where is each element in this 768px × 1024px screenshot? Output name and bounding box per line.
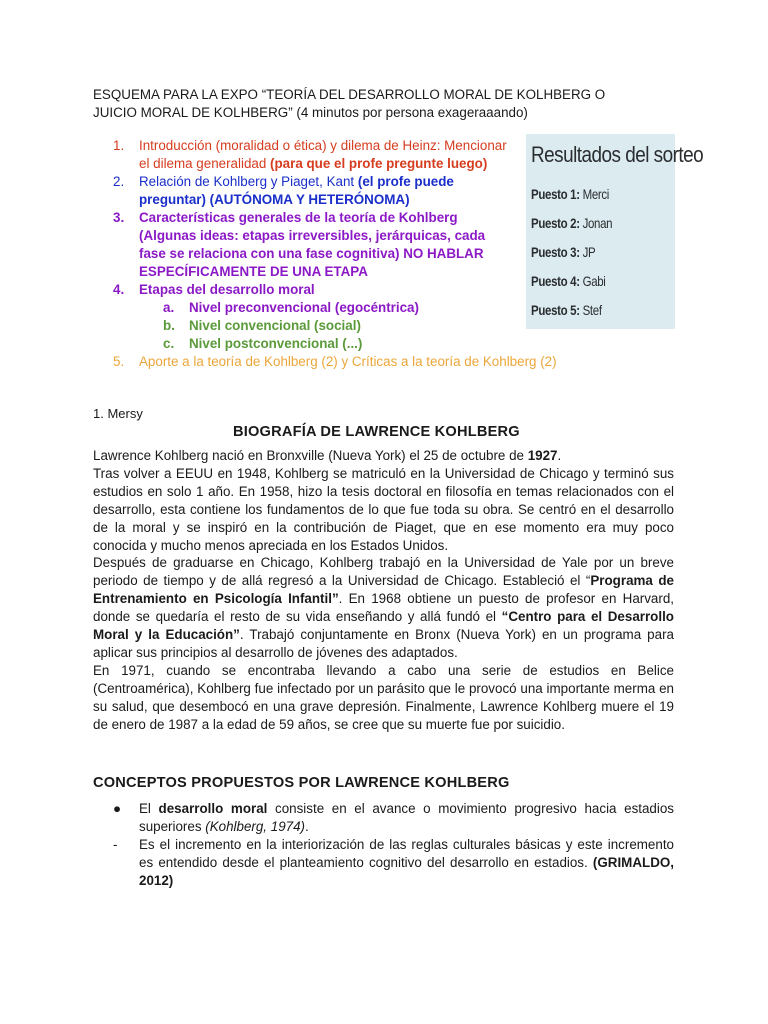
lottery-name: Jonan [579,215,613,231]
outline-subitem-text: Nivel postconvencional (...) [189,336,363,351]
bold-run: Programa de Entrenamiento en Psicología Infantil” [93,573,674,607]
lottery-label: Puesto 4: [531,273,580,289]
lottery-label: Puesto 2: [531,215,580,231]
bold-run: desarrollo moral [158,801,268,816]
outline-bold-text: (el profe puede preguntar) (AUTÓNOMA Y HETERÓNOMA) [139,174,454,207]
outline-subitem-c [163,335,513,353]
lottery-results-image [526,134,704,329]
italic-run: (Kohlberg, 1974) [205,818,305,834]
paragraph: En 1971, cuando se encontraba llevando a cabo una serie de estudios en Belice (Centroamérica), Kohlberg fue infectado por un parásito que le provocó una importante merma en su salud, que desembocó en una grave depresión. Finalmente, Lawrence Kohlberg muere el 19 de enero de 1987 a la edad de 59 años, se cree que su muerte fue por suicidio. [93,662,674,732]
outline-subitem-b [163,317,513,335]
lottery-row [531,186,609,202]
outline-letter: b. [163,318,175,333]
outline-item-3 [113,209,513,281]
lottery-name: Merci [579,186,610,202]
text-run: consiste en el avance o movimiento progresivo hacia estadios superiores [139,801,674,834]
outline-bold-text: Etapas del desarrollo moral [139,282,315,297]
text-run: El [139,801,159,816]
paragraph: Tras volver a EEUU en 1948, Kohlberg se matriculó en la Universidad de Chicago y terminó sus estudios en solo 1 año. En 1958, hizo la tesis doctoral en filosofía en temas relacionados con el desarrollo, esta contiene los fundamentos de lo que fue toda su obra. Se centró en el desarrollo de la moral y se inspiró en la contribución de Piaget, que en ese momento era muy poco conocida y mucho menos apreciada en los Estados Unidos. [93,465,674,553]
outline-text: Introducción (moralidad o ética) y dilema de Heinz: Mencionar el dilema generalidad [139,138,507,171]
lottery-title: Resultados del sorteo [531,142,704,167]
outline-subitem-text: Nivel convencional (social) [189,318,361,333]
outline-text: Relación de Kohlberg y Piaget, Kant [139,174,358,189]
lottery-row [531,302,602,318]
concept-item [113,800,674,836]
concepts-list [113,800,674,890]
title-line-2: JUICIO MORAL DE KOLHBERG” (4 minutos por persona exageraaando) [93,105,528,120]
outline-item-5 [113,353,619,371]
text-run: . [305,818,309,834]
outline-letter: a. [163,300,175,315]
text-run: Después de graduarse en Chicago, Kohlberg trabajó en la Universidad de Yale por un breve periodo de tiempo y de allá regresó a la Universidad de Chicago. Estableció el “ [93,555,674,589]
outline-item-4 [113,281,513,353]
outline-number: 4. [113,282,125,297]
outline-number: 1. [113,138,125,153]
biography-heading: BIOGRAFÍA DE LAWRENCE KOHLBERG [233,424,520,440]
outline-bold-text: Características generales de la teoría de Kohlberg (Algunas ideas: etapas irreversibles, jerárquicas, cada fase se relaciona con una fase cognitiva) NO HABLAR ESPECÍFICAMENTE DE UNA ETAPA [139,210,486,279]
document-title [93,86,693,122]
lottery-row [531,273,606,289]
lottery-name: Stef [579,302,602,318]
outline-number: 2. [113,174,125,189]
outline-subitem-a [163,299,513,317]
lottery-row [531,215,612,231]
lottery-label: Puesto 1: [531,186,580,202]
outline-item-2 [113,173,513,209]
bold-run: (GRIMALDO, 2012) [139,854,674,888]
text-run: . Trabajó conjuntamente en Bronx (Nueva York) en un programa para aplicar sus principios al desarrollo de jóvenes des adaptados. [93,627,674,660]
outline-sublist [139,299,513,353]
lottery-name: JP [579,244,596,260]
paragraph [93,447,674,465]
dash-marker: - [113,836,118,852]
lottery-label: Puesto 5: [531,302,580,318]
text-run: Es el incremento en la interiorización de las reglas culturales básicas y este incremento es entendido desde el planteamiento cognitivo del desarrollo en estadios. [139,836,674,870]
paragraph [93,554,674,661]
biography-body [93,447,674,734]
outline-text: Aporte a la teoría de Kohlberg (2) y Críticas a la teoría de Kohlberg (2) [139,354,557,369]
outline-number: 5. [113,354,125,369]
text-run: . [557,448,562,463]
outline-letter: c. [163,336,175,351]
lottery-row [531,244,595,260]
outline-bold-text: (para que el profe pregunte luego) [270,156,488,171]
bullet-marker: ● [113,801,122,816]
bold-run: 1927 [527,448,558,463]
text-run: Lawrence Kohlberg nació en Bronxville (Nueva York) el 25 de octubre de [93,448,528,463]
concepts-heading: CONCEPTOS PROPUESTOS POR LAWRENCE KOHLBERG [93,775,510,791]
text-run: . En 1968 obtiene un puesto de profesor en Harvard, donde se quedaría el resto de su vida enseñando y allá fundó el [93,591,674,625]
outline-item-1 [113,137,513,173]
title-line-1: ESQUEMA PARA LA EXPO “TEORÍA DEL DESARROLLO MORAL DE KOLHBERG O [93,87,606,102]
lottery-name: Gabi [579,273,606,289]
lottery-label: Puesto 3: [531,244,580,260]
outline-number: 3. [113,210,125,225]
outline-subitem-text: Nivel preconvencional (egocéntrica) [189,300,419,315]
concept-item [113,836,674,890]
section-number: 1. Mersy [93,406,143,421]
bold-run: “Centro para el Desarrollo Moral y la Educación” [93,609,674,643]
